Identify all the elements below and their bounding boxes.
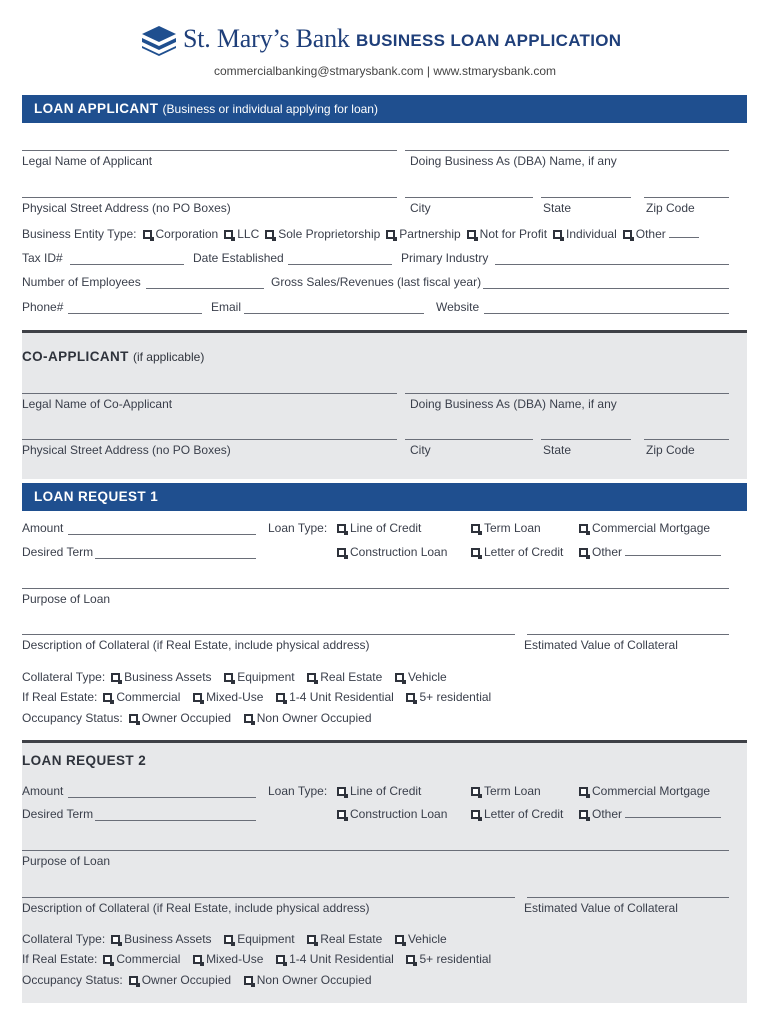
website-label: Website	[436, 300, 480, 314]
co-address-label: Physical Street Address (no PO Boxes)	[22, 443, 231, 457]
checkbox-label: Non Owner Occupied	[256, 711, 372, 725]
date-established-label: Date Established	[193, 251, 284, 265]
lr1-real-estate-checkbox[interactable]	[307, 673, 316, 682]
lr2-other-checkbox[interactable]	[579, 810, 588, 819]
co-state-label: State	[543, 443, 572, 457]
lr1-commercial-checkbox[interactable]	[103, 693, 112, 702]
co-city-field[interactable]	[405, 439, 533, 440]
lr2-collateral-desc-label: Description of Collateral (if Real Estate, include physical address)	[22, 901, 370, 915]
page-header	[0, 0, 770, 90]
co-applicant-header	[22, 349, 204, 364]
checkbox-label: Letter of Credit	[484, 545, 564, 559]
lr2-business-assets-checkbox[interactable]	[111, 935, 120, 944]
lr1-other-checkbox[interactable]	[579, 548, 588, 557]
lr2-occupancy-row	[22, 973, 372, 987]
lr1-collateral-desc-field[interactable]	[22, 634, 515, 635]
lr1-amount-label: Amount	[22, 521, 64, 535]
state-label: State	[543, 201, 572, 215]
co-dba-label: Doing Business As (DBA) Name, if any	[410, 397, 617, 411]
lr2-collateral-type-row	[22, 932, 447, 946]
city-label: City	[410, 201, 431, 215]
lr1-commercial-mortgage-checkbox[interactable]	[579, 524, 588, 533]
employees-label: Number of Employees	[22, 275, 141, 289]
lr2-collateral-value-label: Estimated Value of Collateral	[524, 901, 678, 915]
checkbox-label: Other	[635, 227, 666, 241]
lr1-line-of-credit-option	[331, 521, 421, 535]
checkbox-label: 1-4 Unit Residential	[289, 690, 394, 704]
lr2-non-owner-occupied-checkbox[interactable]	[244, 976, 253, 985]
lr1-collateral-type-row	[22, 670, 447, 684]
section-title: CO-APPLICANT	[22, 349, 129, 364]
dba-field[interactable]	[405, 150, 729, 151]
lr2-real-estate-row	[22, 952, 491, 966]
section-title: LOAN APPLICANT	[34, 101, 159, 116]
co-address-field[interactable]	[22, 439, 397, 440]
legal-name-label: Legal Name of Applicant	[22, 154, 153, 168]
lr2-amount-label: Amount	[22, 784, 64, 798]
checkbox-label: Commercial Mortgage	[592, 521, 711, 535]
checkbox-label: Business Assets	[124, 670, 212, 684]
lr2-amount-field[interactable]	[68, 797, 256, 798]
email-label: Email	[211, 300, 242, 314]
loan-request-2-header: LOAN REQUEST 2	[22, 753, 147, 768]
lr1-line-of-credit-checkbox[interactable]	[337, 524, 346, 533]
lr1-collateral-desc-label: Description of Collateral (if Real Estate, include physical address)	[22, 638, 370, 652]
section-subtitle: (Business or individual applying for loan)	[162, 102, 378, 116]
loan-applicant-header	[22, 95, 747, 123]
lr2-1-4-unit-checkbox[interactable]	[276, 955, 285, 964]
primary-industry-field[interactable]	[495, 264, 729, 265]
row-label: Collateral Type:	[22, 670, 106, 684]
lr2-term-loan-checkbox[interactable]	[471, 787, 480, 796]
row-label: Occupancy Status:	[22, 973, 123, 987]
tax-id-label: Tax ID#	[22, 251, 63, 265]
entity-other-field[interactable]	[669, 227, 699, 238]
lr2-equipment-checkbox[interactable]	[224, 935, 233, 944]
lr2-commercial-checkbox[interactable]	[103, 955, 112, 964]
section-subtitle: (if applicable)	[132, 350, 205, 364]
lr2-owner-occupied-checkbox[interactable]	[129, 976, 138, 985]
zip-label: Zip Code	[646, 201, 695, 215]
co-state-field[interactable]	[541, 439, 631, 440]
contact-info: commercialbanking@stmarysbank.com | www.stmarysbank.com	[213, 64, 557, 78]
checkbox-label: Letter of Credit	[484, 807, 564, 821]
lr1-term-loan-option	[465, 521, 541, 535]
lr1-commercial-mortgage-option	[573, 521, 710, 535]
checkbox-label: Mixed-Use	[206, 952, 264, 966]
co-dba-field[interactable]	[405, 393, 729, 394]
lr2-letter-of-credit-checkbox[interactable]	[471, 810, 480, 819]
checkbox-label: Equipment	[237, 670, 295, 684]
email-field[interactable]	[244, 313, 424, 314]
checkbox-label: Other	[592, 807, 623, 821]
lr2-desired-term-field[interactable]	[95, 820, 256, 821]
gross-sales-field[interactable]	[483, 288, 729, 289]
lr2-line-of-credit-option	[331, 784, 421, 798]
checkbox-label: Vehicle	[407, 670, 447, 684]
checkbox-label: Real Estate	[320, 932, 383, 946]
lr2-line-of-credit-checkbox[interactable]	[337, 787, 346, 796]
legal-name-field[interactable]	[22, 150, 397, 151]
lr1-other-field[interactable]	[625, 545, 721, 556]
entity-other-checkbox[interactable]	[623, 230, 632, 239]
phone-label: Phone#	[22, 300, 64, 314]
checkbox-label: Line of Credit	[350, 784, 422, 798]
lr2-construction-loan-option	[331, 807, 447, 821]
checkbox-label: Term Loan	[484, 784, 541, 798]
lr1-equipment-checkbox[interactable]	[224, 673, 233, 682]
lr1-desired-term-field[interactable]	[95, 558, 256, 559]
tax-id-field[interactable]	[70, 264, 184, 265]
checkbox-label: Corporation	[155, 227, 219, 241]
city-field[interactable]	[405, 197, 533, 198]
dba-label: Doing Business As (DBA) Name, if any	[410, 154, 617, 168]
checkbox-label: Real Estate	[320, 670, 383, 684]
phone-field[interactable]	[68, 313, 202, 314]
application-title: BUSINESS LOAN APPLICATION	[356, 31, 622, 50]
bank-name: St. Mary’s Bank	[183, 24, 350, 53]
lr1-purpose-label: Purpose of Loan	[22, 592, 111, 606]
lr2-construction-loan-checkbox[interactable]	[337, 810, 346, 819]
lr1-5plus-checkbox[interactable]	[406, 693, 415, 702]
loan-request-1-header	[22, 483, 747, 511]
lr1-non-owner-occupied-checkbox[interactable]	[244, 714, 253, 723]
row-label: If Real Estate:	[22, 952, 98, 966]
checkbox-label: Equipment	[237, 932, 295, 946]
gross-sales-label: Gross Sales/Revenues (last fiscal year)	[271, 275, 482, 289]
row-label: Occupancy Status:	[22, 711, 123, 725]
checkbox-label: Partnership	[399, 227, 461, 241]
lr1-construction-loan-checkbox[interactable]	[337, 548, 346, 557]
co-zip-field[interactable]	[644, 439, 729, 440]
checkbox-label: Construction Loan	[350, 545, 448, 559]
entity-partnership-checkbox[interactable]	[386, 230, 395, 239]
lr2-real-estate-checkbox[interactable]	[307, 935, 316, 944]
checkbox-label: 5+ residential	[419, 690, 492, 704]
lr2-5plus-checkbox[interactable]	[406, 955, 415, 964]
lr2-loan-type-label: Loan Type:	[268, 784, 328, 798]
bank-logo-icon	[142, 26, 176, 56]
lr1-mixed-use-checkbox[interactable]	[193, 693, 202, 702]
entity-type-label: Business Entity Type:	[22, 227, 137, 241]
checkbox-label: Mixed-Use	[206, 690, 264, 704]
lr1-collateral-value-label: Estimated Value of Collateral	[524, 638, 678, 652]
lr2-mixed-use-checkbox[interactable]	[193, 955, 202, 964]
lr1-term-loan-checkbox[interactable]	[471, 524, 480, 533]
lr2-other-option	[573, 807, 725, 821]
address-label: Physical Street Address (no PO Boxes)	[22, 201, 231, 215]
checkbox-label: Business Assets	[124, 932, 212, 946]
co-legal-name-label: Legal Name of Co-Applicant	[22, 397, 173, 411]
lr1-amount-field[interactable]	[68, 534, 256, 535]
lr1-construction-loan-option	[331, 545, 447, 559]
checkbox-label: Other	[592, 545, 623, 559]
row-label: If Real Estate:	[22, 690, 98, 704]
entity-corporation-checkbox[interactable]	[143, 230, 152, 239]
lr1-occupancy-row	[22, 711, 372, 725]
lr1-business-assets-checkbox[interactable]	[111, 673, 120, 682]
co-legal-name-field[interactable]	[22, 393, 397, 394]
lr2-other-field[interactable]	[625, 807, 721, 818]
checkbox-label: Owner Occupied	[141, 711, 232, 725]
checkbox-label: Not for Profit	[479, 227, 548, 241]
checkbox-label: Term Loan	[484, 521, 541, 535]
checkbox-label: Non Owner Occupied	[256, 973, 372, 987]
lr1-owner-occupied-checkbox[interactable]	[129, 714, 138, 723]
checkbox-label: 5+ residential	[419, 952, 492, 966]
entity-llc-checkbox[interactable]	[224, 230, 233, 239]
date-established-field[interactable]	[288, 264, 392, 265]
checkbox-label: Vehicle	[407, 932, 447, 946]
checkbox-label: Commercial	[116, 690, 181, 704]
lr2-collateral-desc-field[interactable]	[22, 897, 515, 898]
lr2-commercial-mortgage-option	[573, 784, 710, 798]
lr1-1-4-unit-checkbox[interactable]	[276, 693, 285, 702]
employees-field[interactable]	[146, 288, 264, 289]
lr2-desired-term-label: Desired Term	[22, 807, 94, 821]
lr1-vehicle-checkbox[interactable]	[395, 673, 404, 682]
entity-type-row	[22, 227, 703, 241]
lr2-collateral-value-field[interactable]	[527, 897, 729, 898]
checkbox-label: Construction Loan	[350, 807, 448, 821]
zip-field[interactable]	[644, 197, 729, 198]
lr2-purpose-field[interactable]	[22, 850, 729, 851]
checkbox-label: LLC	[237, 227, 260, 241]
checkbox-label: Commercial Mortgage	[592, 784, 711, 798]
lr1-real-estate-row	[22, 690, 491, 704]
checkbox-label: Line of Credit	[350, 521, 422, 535]
lr1-letter-of-credit-option	[465, 545, 563, 559]
lr2-commercial-mortgage-checkbox[interactable]	[579, 787, 588, 796]
primary-industry-label: Primary Industry	[401, 251, 489, 265]
lr2-term-loan-option	[465, 784, 541, 798]
lr1-purpose-field[interactable]	[22, 588, 729, 589]
co-city-label: City	[410, 443, 431, 457]
checkbox-label: Individual	[566, 227, 617, 241]
lr1-other-option	[573, 545, 725, 559]
row-label: Collateral Type:	[22, 932, 106, 946]
section-title: LOAN REQUEST 1	[34, 489, 159, 504]
lr1-loan-type-label: Loan Type:	[268, 521, 328, 535]
lr2-vehicle-checkbox[interactable]	[395, 935, 404, 944]
checkbox-label: Commercial	[116, 952, 181, 966]
lr1-desired-term-label: Desired Term	[22, 545, 94, 559]
lr1-letter-of-credit-checkbox[interactable]	[471, 548, 480, 557]
lr1-collateral-value-field[interactable]	[527, 634, 729, 635]
co-zip-label: Zip Code	[646, 443, 695, 457]
website-field[interactable]	[484, 313, 729, 314]
entity-nonprofit-checkbox[interactable]	[467, 230, 476, 239]
checkbox-label: 1-4 Unit Residential	[289, 952, 394, 966]
checkbox-label: Owner Occupied	[141, 973, 232, 987]
address-field[interactable]	[22, 197, 397, 198]
state-field[interactable]	[541, 197, 631, 198]
checkbox-label: Sole Proprietorship	[278, 227, 381, 241]
lr2-purpose-label: Purpose of Loan	[22, 854, 111, 868]
entity-individual-checkbox[interactable]	[553, 230, 562, 239]
entity-sole-prop-checkbox[interactable]	[265, 230, 274, 239]
lr2-letter-of-credit-option	[465, 807, 563, 821]
